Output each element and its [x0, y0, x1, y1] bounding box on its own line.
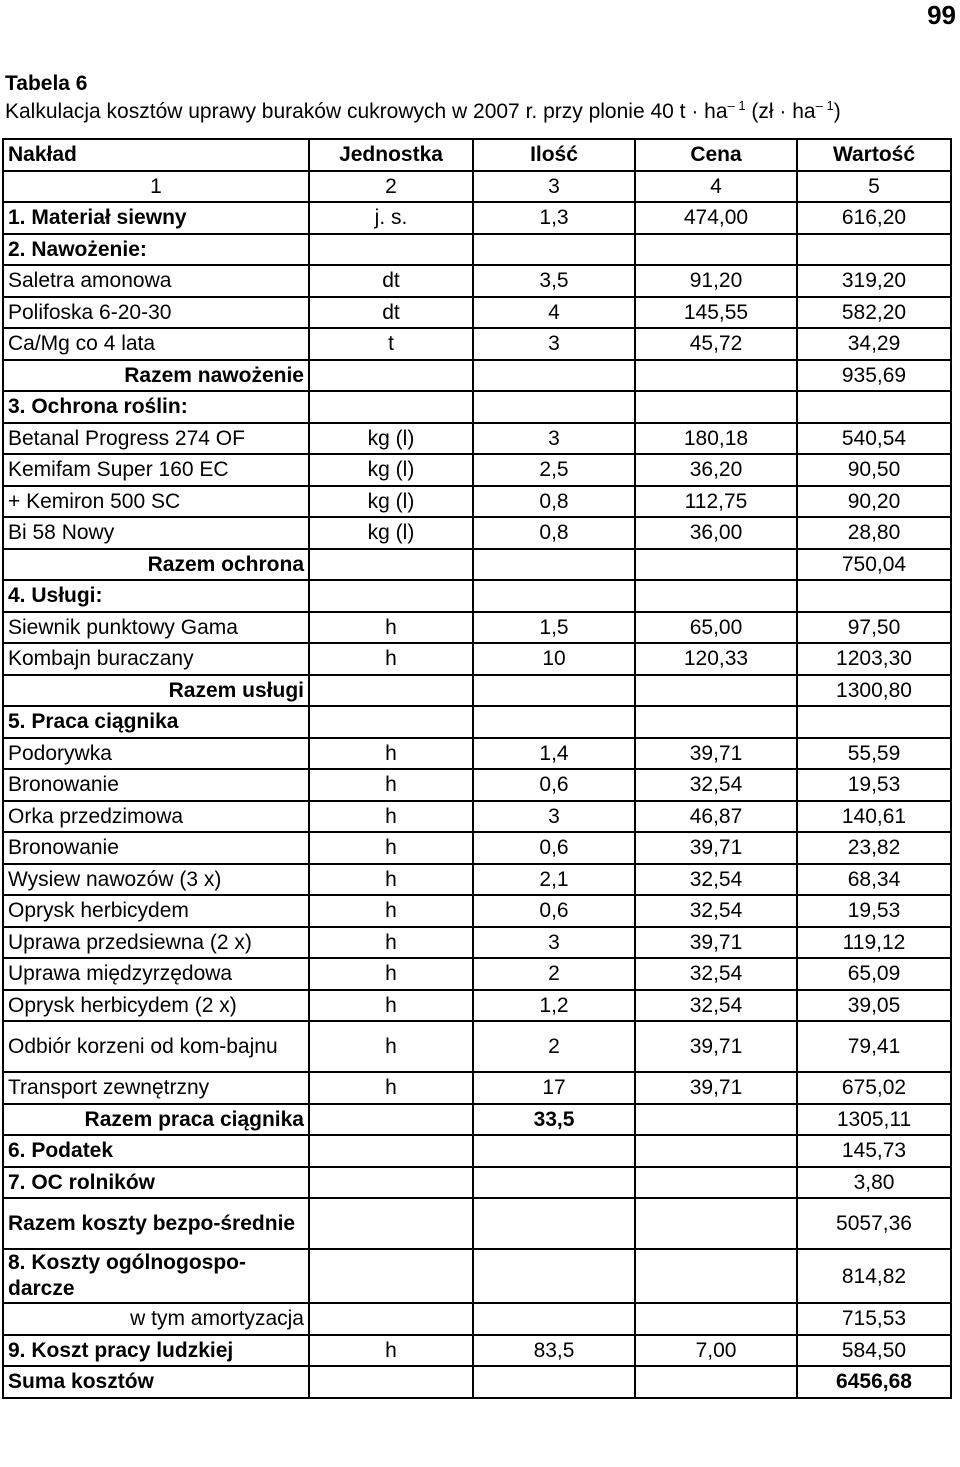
table-cell-price: [635, 1198, 797, 1249]
table-cell-value: 540,54: [797, 423, 951, 455]
table-row: [3, 549, 951, 581]
table-cell-name: Suma kosztów: [3, 1366, 309, 1398]
table-row: [3, 391, 951, 423]
table-cell-qty: 3,5: [473, 265, 635, 297]
cost-table: [2, 138, 952, 1399]
table-cell-value: 55,59: [797, 738, 951, 770]
table-cell-price: [635, 706, 797, 738]
table-cell-qty: 33,5: [473, 1104, 635, 1136]
table-cell-unit: h: [309, 1072, 473, 1104]
table-cell-unit: [309, 1135, 473, 1167]
table-cell-name: Razem usługi: [3, 675, 309, 707]
table-cell-value: 65,09: [797, 958, 951, 990]
table-cell-qty: 0,8: [473, 486, 635, 518]
table-cell-qty: 2,1: [473, 864, 635, 896]
column-header: Jednostka: [309, 139, 473, 171]
table-cell-qty: 1,3: [473, 202, 635, 234]
table-cell-unit: h: [309, 895, 473, 927]
table-cell-unit: [309, 549, 473, 581]
table-cell-qty: 2: [473, 958, 635, 990]
table-cell-qty: 1,5: [473, 612, 635, 644]
table-cell-value: 23,82: [797, 832, 951, 864]
table-cell-name: Oprysk herbicydem: [3, 895, 309, 927]
table-cell-name: w tym amortyzacja: [3, 1303, 309, 1335]
table-cell-qty: [473, 1249, 635, 1303]
table-cell-price: [635, 360, 797, 392]
table-cell-value: 5057,36: [797, 1198, 951, 1249]
table-cell-unit: [309, 1167, 473, 1199]
table-cell-price: 32,54: [635, 990, 797, 1022]
table-cell-price: 32,54: [635, 864, 797, 896]
table-row: [3, 423, 951, 455]
column-header: Ilość: [473, 139, 635, 171]
table-cell-name: Wysiew nawozów (3 x): [3, 864, 309, 896]
table-cell-unit: [309, 1104, 473, 1136]
column-number: 2: [309, 171, 473, 203]
table-cell-price: [635, 1135, 797, 1167]
table-cell-name: Bronowanie: [3, 832, 309, 864]
table-cell-unit: h: [309, 958, 473, 990]
table-cell-value: 90,50: [797, 454, 951, 486]
table-cell-unit: h: [309, 990, 473, 1022]
column-number: 3: [473, 171, 635, 203]
table-cell-price: [635, 1167, 797, 1199]
table-cell-name: Betanal Progress 274 OF: [3, 423, 309, 455]
table-cell-unit: h: [309, 1335, 473, 1367]
table-row: [3, 1303, 951, 1335]
table-cell-name: Uprawa międzyrzędowa: [3, 958, 309, 990]
table-cell-value: 1305,11: [797, 1104, 951, 1136]
table-cell-value: 90,20: [797, 486, 951, 518]
table-row: [3, 1072, 951, 1104]
table-cell-value: 19,53: [797, 769, 951, 801]
table-cell-name: 7. OC rolników: [3, 1167, 309, 1199]
table-cell-unit: [309, 360, 473, 392]
table-cell-value: 119,12: [797, 927, 951, 959]
table-cell-qty: 2: [473, 1021, 635, 1072]
table-cell-value: 715,53: [797, 1303, 951, 1335]
table-cell-qty: 3: [473, 328, 635, 360]
table-cell-qty: 83,5: [473, 1335, 635, 1367]
table-row: [3, 990, 951, 1022]
table-row: [3, 643, 951, 675]
table-row: [3, 1135, 951, 1167]
table-cell-qty: 3: [473, 927, 635, 959]
table-cell-unit: kg (l): [309, 486, 473, 518]
table-cell-name: Razem nawożenie: [3, 360, 309, 392]
table-cell-value: 145,73: [797, 1135, 951, 1167]
table-cell-value: 140,61: [797, 801, 951, 833]
table-cell-price: 7,00: [635, 1335, 797, 1367]
table-cell-qty: 10: [473, 643, 635, 675]
table-cell-name: Polifoska 6-20-30: [3, 297, 309, 329]
table-row: [3, 612, 951, 644]
table-cell-name: Kemifam Super 160 EC: [3, 454, 309, 486]
table-row: [3, 297, 951, 329]
table-row: [3, 1167, 951, 1199]
table-row: [3, 1335, 951, 1367]
table-cell-qty: [473, 391, 635, 423]
table-row: [3, 202, 951, 234]
title-exponent-1: – 1: [727, 98, 746, 113]
table-cell-name: 5. Praca ciągnika: [3, 706, 309, 738]
table-cell-price: 36,20: [635, 454, 797, 486]
table-cell-name: 1. Materiał siewny: [3, 202, 309, 234]
column-header: Cena: [635, 139, 797, 171]
table-cell-name: Podorywka: [3, 738, 309, 770]
table-cell-unit: dt: [309, 265, 473, 297]
table-cell-unit: [309, 1303, 473, 1335]
table-cell-qty: [473, 580, 635, 612]
table-cell-value: 3,80: [797, 1167, 951, 1199]
table-cell-price: 45,72: [635, 328, 797, 360]
table-row: [3, 738, 951, 770]
table-cell-value: 750,04: [797, 549, 951, 581]
column-number-row: [3, 171, 951, 203]
table-cell-qty: 2,5: [473, 454, 635, 486]
table-cell-qty: 1,4: [473, 738, 635, 770]
table-cell-name: 4. Usługi:: [3, 580, 309, 612]
table-cell-qty: [473, 675, 635, 707]
table-cell-unit: h: [309, 832, 473, 864]
table-cell-name: Odbiór korzeni od kom-bajnu: [3, 1021, 309, 1072]
table-cell-price: [635, 580, 797, 612]
table-cell-price: 180,18: [635, 423, 797, 455]
table-row: [3, 1366, 951, 1398]
table-cell-unit: [309, 1198, 473, 1249]
table-row: [3, 360, 951, 392]
table-cell-price: 39,71: [635, 738, 797, 770]
table-cell-price: [635, 1249, 797, 1303]
table-cell-name: + Kemiron 500 SC: [3, 486, 309, 518]
table-cell-value: 34,29: [797, 328, 951, 360]
table-cell-qty: [473, 1303, 635, 1335]
table-cell-price: 65,00: [635, 612, 797, 644]
table-cell-price: 39,71: [635, 927, 797, 959]
table-cell-qty: 3: [473, 423, 635, 455]
table-row: [3, 580, 951, 612]
table-cell-unit: t: [309, 328, 473, 360]
title-end: ): [833, 100, 841, 123]
title-unit: (zł · ha: [745, 100, 816, 123]
table-cell-price: 39,71: [635, 832, 797, 864]
table-cell-value: 935,69: [797, 360, 951, 392]
table-cell-price: 32,54: [635, 958, 797, 990]
table-row: [3, 864, 951, 896]
table-title: [5, 98, 841, 126]
table-cell-qty: 0,6: [473, 895, 635, 927]
table-cell-unit: h: [309, 738, 473, 770]
table-row: [3, 234, 951, 266]
table-cell-qty: [473, 1198, 635, 1249]
table-cell-name: Orka przedzimowa: [3, 801, 309, 833]
table-row: [3, 454, 951, 486]
table-cell-name: Bi 58 Nowy: [3, 517, 309, 549]
table-cell-value: 814,82: [797, 1249, 951, 1303]
table-cell-qty: [473, 1135, 635, 1167]
table-cell-qty: 4: [473, 297, 635, 329]
table-cell-name: Saletra amonowa: [3, 265, 309, 297]
table-caption: [5, 70, 841, 126]
table-cell-name: Bronowanie: [3, 769, 309, 801]
table-cell-price: 120,33: [635, 643, 797, 675]
table-cell-qty: [473, 549, 635, 581]
table-cell-price: 474,00: [635, 202, 797, 234]
table-cell-value: 79,41: [797, 1021, 951, 1072]
table-cell-unit: h: [309, 643, 473, 675]
table-cell-price: 32,54: [635, 895, 797, 927]
table-row: [3, 486, 951, 518]
table-cell-value: 97,50: [797, 612, 951, 644]
table-cell-unit: j. s.: [309, 202, 473, 234]
table-cell-price: [635, 675, 797, 707]
table-cell-qty: 3: [473, 801, 635, 833]
column-number: 5: [797, 171, 951, 203]
table-row: [3, 958, 951, 990]
table-cell-name: Uprawa przedsiewna (2 x): [3, 927, 309, 959]
table-cell-price: 32,54: [635, 769, 797, 801]
table-cell-price: 39,71: [635, 1072, 797, 1104]
table-cell-qty: 0,6: [473, 769, 635, 801]
table-row: [3, 895, 951, 927]
table-cell-unit: [309, 391, 473, 423]
table-cell-unit: [309, 706, 473, 738]
table-cell-unit: kg (l): [309, 423, 473, 455]
table-cell-price: [635, 391, 797, 423]
table-cell-value: 675,02: [797, 1072, 951, 1104]
table-row: [3, 1198, 951, 1249]
table-cell-unit: h: [309, 801, 473, 833]
table-cell-name: Razem praca ciągnika: [3, 1104, 309, 1136]
table-cell-qty: [473, 1366, 635, 1398]
table-cell-name: 2. Nawożenie:: [3, 234, 309, 266]
table-row: [3, 706, 951, 738]
table-row: [3, 675, 951, 707]
table-cell-value: [797, 234, 951, 266]
cost-table-body: [3, 139, 951, 1398]
table-cell-qty: [473, 234, 635, 266]
table-cell-value: [797, 580, 951, 612]
table-cell-name: Razem ochrona: [3, 549, 309, 581]
table-cell-name: 6. Podatek: [3, 1135, 309, 1167]
column-number: 1: [3, 171, 309, 203]
table-cell-value: [797, 391, 951, 423]
table-cell-qty: 17: [473, 1072, 635, 1104]
table-row: [3, 265, 951, 297]
table-cell-price: 112,75: [635, 486, 797, 518]
table-cell-value: 616,20: [797, 202, 951, 234]
table-cell-name: Oprysk herbicydem (2 x): [3, 990, 309, 1022]
table-label: Tabela 6: [5, 72, 88, 95]
table-cell-qty: [473, 706, 635, 738]
title-main: Kalkulacja kosztów uprawy buraków cukrowych w 2007 r. przy plonie 40 t · ha: [5, 100, 728, 123]
table-cell-unit: [309, 580, 473, 612]
page-number: 99: [927, 0, 956, 30]
table-cell-price: [635, 1104, 797, 1136]
table-cell-price: [635, 549, 797, 581]
column-header: Wartość: [797, 139, 951, 171]
table-cell-unit: [309, 234, 473, 266]
table-cell-price: 36,00: [635, 517, 797, 549]
table-cell-price: 46,87: [635, 801, 797, 833]
table-cell-qty: [473, 1167, 635, 1199]
table-cell-value: [797, 706, 951, 738]
table-cell-name: 3. Ochrona roślin:: [3, 391, 309, 423]
table-cell-value: 6456,68: [797, 1366, 951, 1398]
table-row: [3, 769, 951, 801]
table-cell-name: Siewnik punktowy Gama: [3, 612, 309, 644]
table-row: [3, 801, 951, 833]
table-cell-unit: h: [309, 864, 473, 896]
table-cell-name: Transport zewnętrzny: [3, 1072, 309, 1104]
table-cell-unit: [309, 675, 473, 707]
table-row: [3, 1104, 951, 1136]
table-cell-value: 582,20: [797, 297, 951, 329]
header-row: [3, 139, 951, 171]
table-cell-value: 28,80: [797, 517, 951, 549]
table-cell-unit: h: [309, 927, 473, 959]
table-cell-value: 319,20: [797, 265, 951, 297]
table-cell-unit: h: [309, 612, 473, 644]
table-cell-name: Kombajn buraczany: [3, 643, 309, 675]
table-cell-qty: 0,8: [473, 517, 635, 549]
table-row: [3, 832, 951, 864]
table-cell-name: 8. Koszty ogólnogospo-darcze: [3, 1249, 309, 1303]
table-cell-unit: kg (l): [309, 454, 473, 486]
table-row: [3, 328, 951, 360]
table-cell-price: [635, 1366, 797, 1398]
column-number: 4: [635, 171, 797, 203]
table-cell-name: Ca/Mg co 4 lata: [3, 328, 309, 360]
table-cell-value: 19,53: [797, 895, 951, 927]
title-exponent-2: – 1: [815, 98, 834, 113]
table-cell-value: 68,34: [797, 864, 951, 896]
table-cell-qty: 0,6: [473, 832, 635, 864]
table-cell-price: [635, 1303, 797, 1335]
table-cell-price: [635, 234, 797, 266]
table-cell-name: Razem koszty bezpo-średnie: [3, 1198, 309, 1249]
table-row: [3, 927, 951, 959]
column-header: Nakład: [3, 139, 309, 171]
table-cell-value: 39,05: [797, 990, 951, 1022]
table-cell-unit: h: [309, 1021, 473, 1072]
table-cell-price: 39,71: [635, 1021, 797, 1072]
table-cell-unit: [309, 1249, 473, 1303]
table-cell-value: 1203,30: [797, 643, 951, 675]
table-cell-unit: h: [309, 769, 473, 801]
table-cell-price: 145,55: [635, 297, 797, 329]
table-cell-qty: [473, 360, 635, 392]
table-row: [3, 517, 951, 549]
table-cell-unit: [309, 1366, 473, 1398]
table-cell-value: 1300,80: [797, 675, 951, 707]
table-cell-name: 9. Koszt pracy ludzkiej: [3, 1335, 309, 1367]
table-cell-qty: 1,2: [473, 990, 635, 1022]
table-cell-unit: dt: [309, 297, 473, 329]
table-row: [3, 1021, 951, 1072]
table-cell-value: 584,50: [797, 1335, 951, 1367]
table-cell-price: 91,20: [635, 265, 797, 297]
table-cell-unit: kg (l): [309, 517, 473, 549]
table-row: [3, 1249, 951, 1303]
